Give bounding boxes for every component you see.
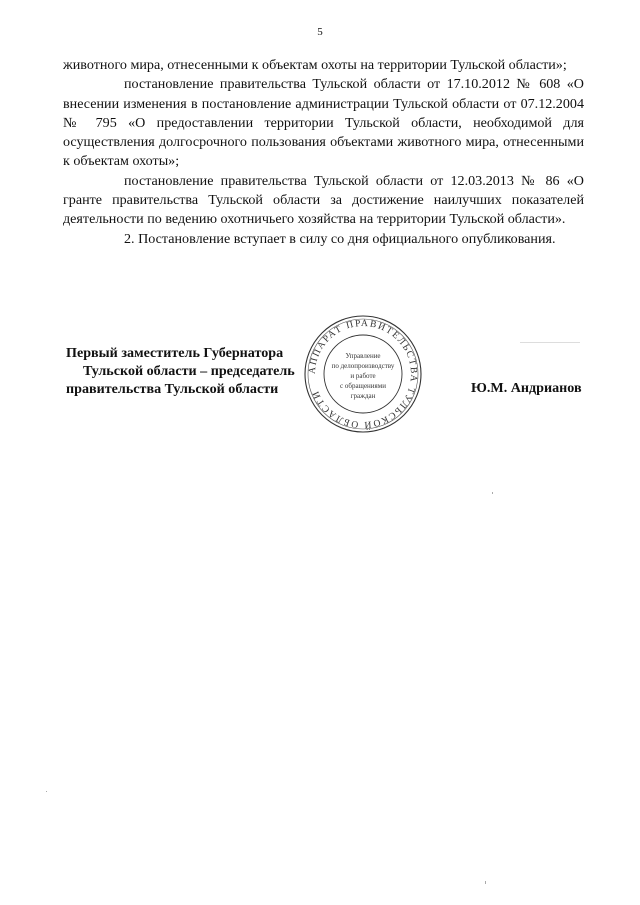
signatory-position: [66, 344, 295, 398]
signatory-position-line: Тульской области – председатель: [83, 363, 295, 379]
seal-center-line: и работе: [350, 372, 376, 380]
official-stamp: [302, 313, 424, 435]
seal-center-line: по делопроизводству: [331, 362, 395, 370]
signatory-position-line: правительства Тульской области: [66, 381, 279, 397]
signatory-name: Ю.М. Андрианов: [471, 380, 582, 396]
paragraph-resolution-86: постановление правительства Тульской области от 12.03.2013 № 86 «О гранте правительства Тульской области за достижение наилучших показателей деятельности по ведению охотничьего хозяйства на территории Тульской области».: [63, 172, 584, 228]
paragraph-resolution-608: постановление правительства Тульской области от 17.10.2012 № 608 «О внесении изменения в постановление администрации Тульской области от 07.12.2004 № 795 «О предоставлении территории Тульской области, необходимой для осуществления долгосрочного пользования объектами животного мира, отнесенными к объектам охоты»;: [63, 76, 584, 170]
signatory-position-line: Первый заместитель Губернатора: [66, 345, 284, 361]
scan-artifact: [492, 492, 493, 494]
seal-center-line: Управление: [345, 352, 381, 360]
page-number: 5: [317, 26, 323, 38]
seal-center-line: граждан: [350, 392, 376, 400]
seal-center-line: с обращениями: [340, 382, 386, 390]
paragraph-continuation: животного мира, отнесенными к объектам охоты на территории Тульской области»;: [63, 57, 567, 73]
scan-artifact: [520, 342, 580, 343]
document-body: [63, 56, 584, 249]
paragraph-effective-date: 2. Постановление вступает в силу со дня официального опубликования.: [124, 230, 556, 247]
scan-artifact: [485, 881, 486, 884]
scan-artifact: [46, 791, 47, 792]
seal-ring-text: АППАРАТ ПРАВИТЕЛЬСТВА ТУЛЬСКОЙ ОБЛАСТИ: [306, 317, 420, 431]
